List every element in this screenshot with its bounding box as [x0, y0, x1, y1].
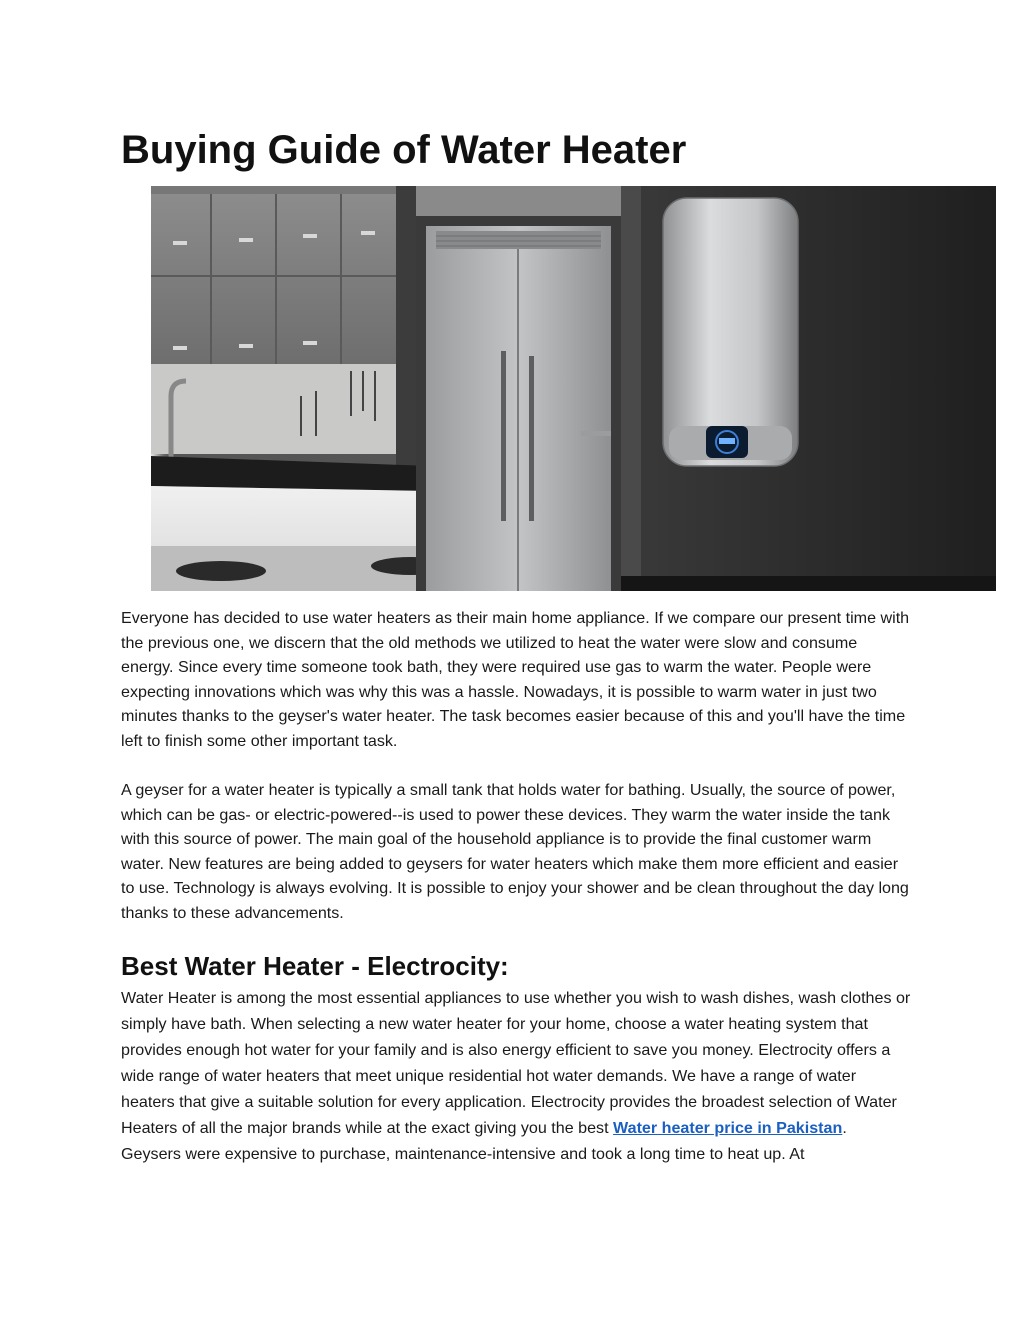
- page-title: Buying Guide of Water Heater: [121, 128, 687, 172]
- intro-paragraph: Everyone has decided to use water heaters as their main home appliance. If we compare our present time with the previous one, we discern that the old methods we utilized to heat the water were slow and consume energy. Since every time someone took bath, they were required use gas to warm the water. People were expecting innovations which was why this was a hassle. Nowadays, it is possible to warm water in just two minutes thanks to the geyser's water heater. The task becomes easier because of this and you'll have the time left to finish some other important task.: [121, 609, 910, 750]
- electrocity-paragraph: [121, 985, 911, 1167]
- geyser-paragraph: A geyser for a water heater is typically a small tank that holds water for bathing. Usually, the source of power, which can be gas- or electric-powered--is used to power these devices. They warm the water inside the tank with this source of power. The main goal of the household appliance is to provide the final customer warm water. New features are being added to geysers for water heaters which make them more efficient and easier to use. Technology is always evolving. It is possible to enjoy your shower and be clean throughout the day long thanks to these advancements.: [121, 781, 909, 922]
- electrocity-text-before-link: Water Heater is among the most essential appliances to use whether you wish to wash dishes, wash clothes or simply have bath. When selecting a new water heater for your home, choose a water heating system that provides enough hot water for your family and is also energy efficient to save you money. Electrocity offers a wide range of water heaters that meet unique residential hot water demands. We have a range of water heaters that give a suitable solution for every application. Electrocity provides the broadest selection of Water Heaters of all the major brands while at the exact giving you the best: [121, 989, 911, 1137]
- section-heading: Best Water Heater - Electrocity:: [121, 951, 509, 981]
- water-heater-kitchen-photo: [151, 186, 996, 591]
- water-heater-price-link[interactable]: Water heater price in Pakistan: [613, 1119, 843, 1137]
- water-heater-unit: [663, 198, 798, 466]
- kitchen-photo-illustration: [151, 186, 996, 591]
- electrocity-text-after-link: . Geysers were expensive to purchase, maintenance-intensive and took a long time to heat up. At: [121, 1119, 847, 1163]
